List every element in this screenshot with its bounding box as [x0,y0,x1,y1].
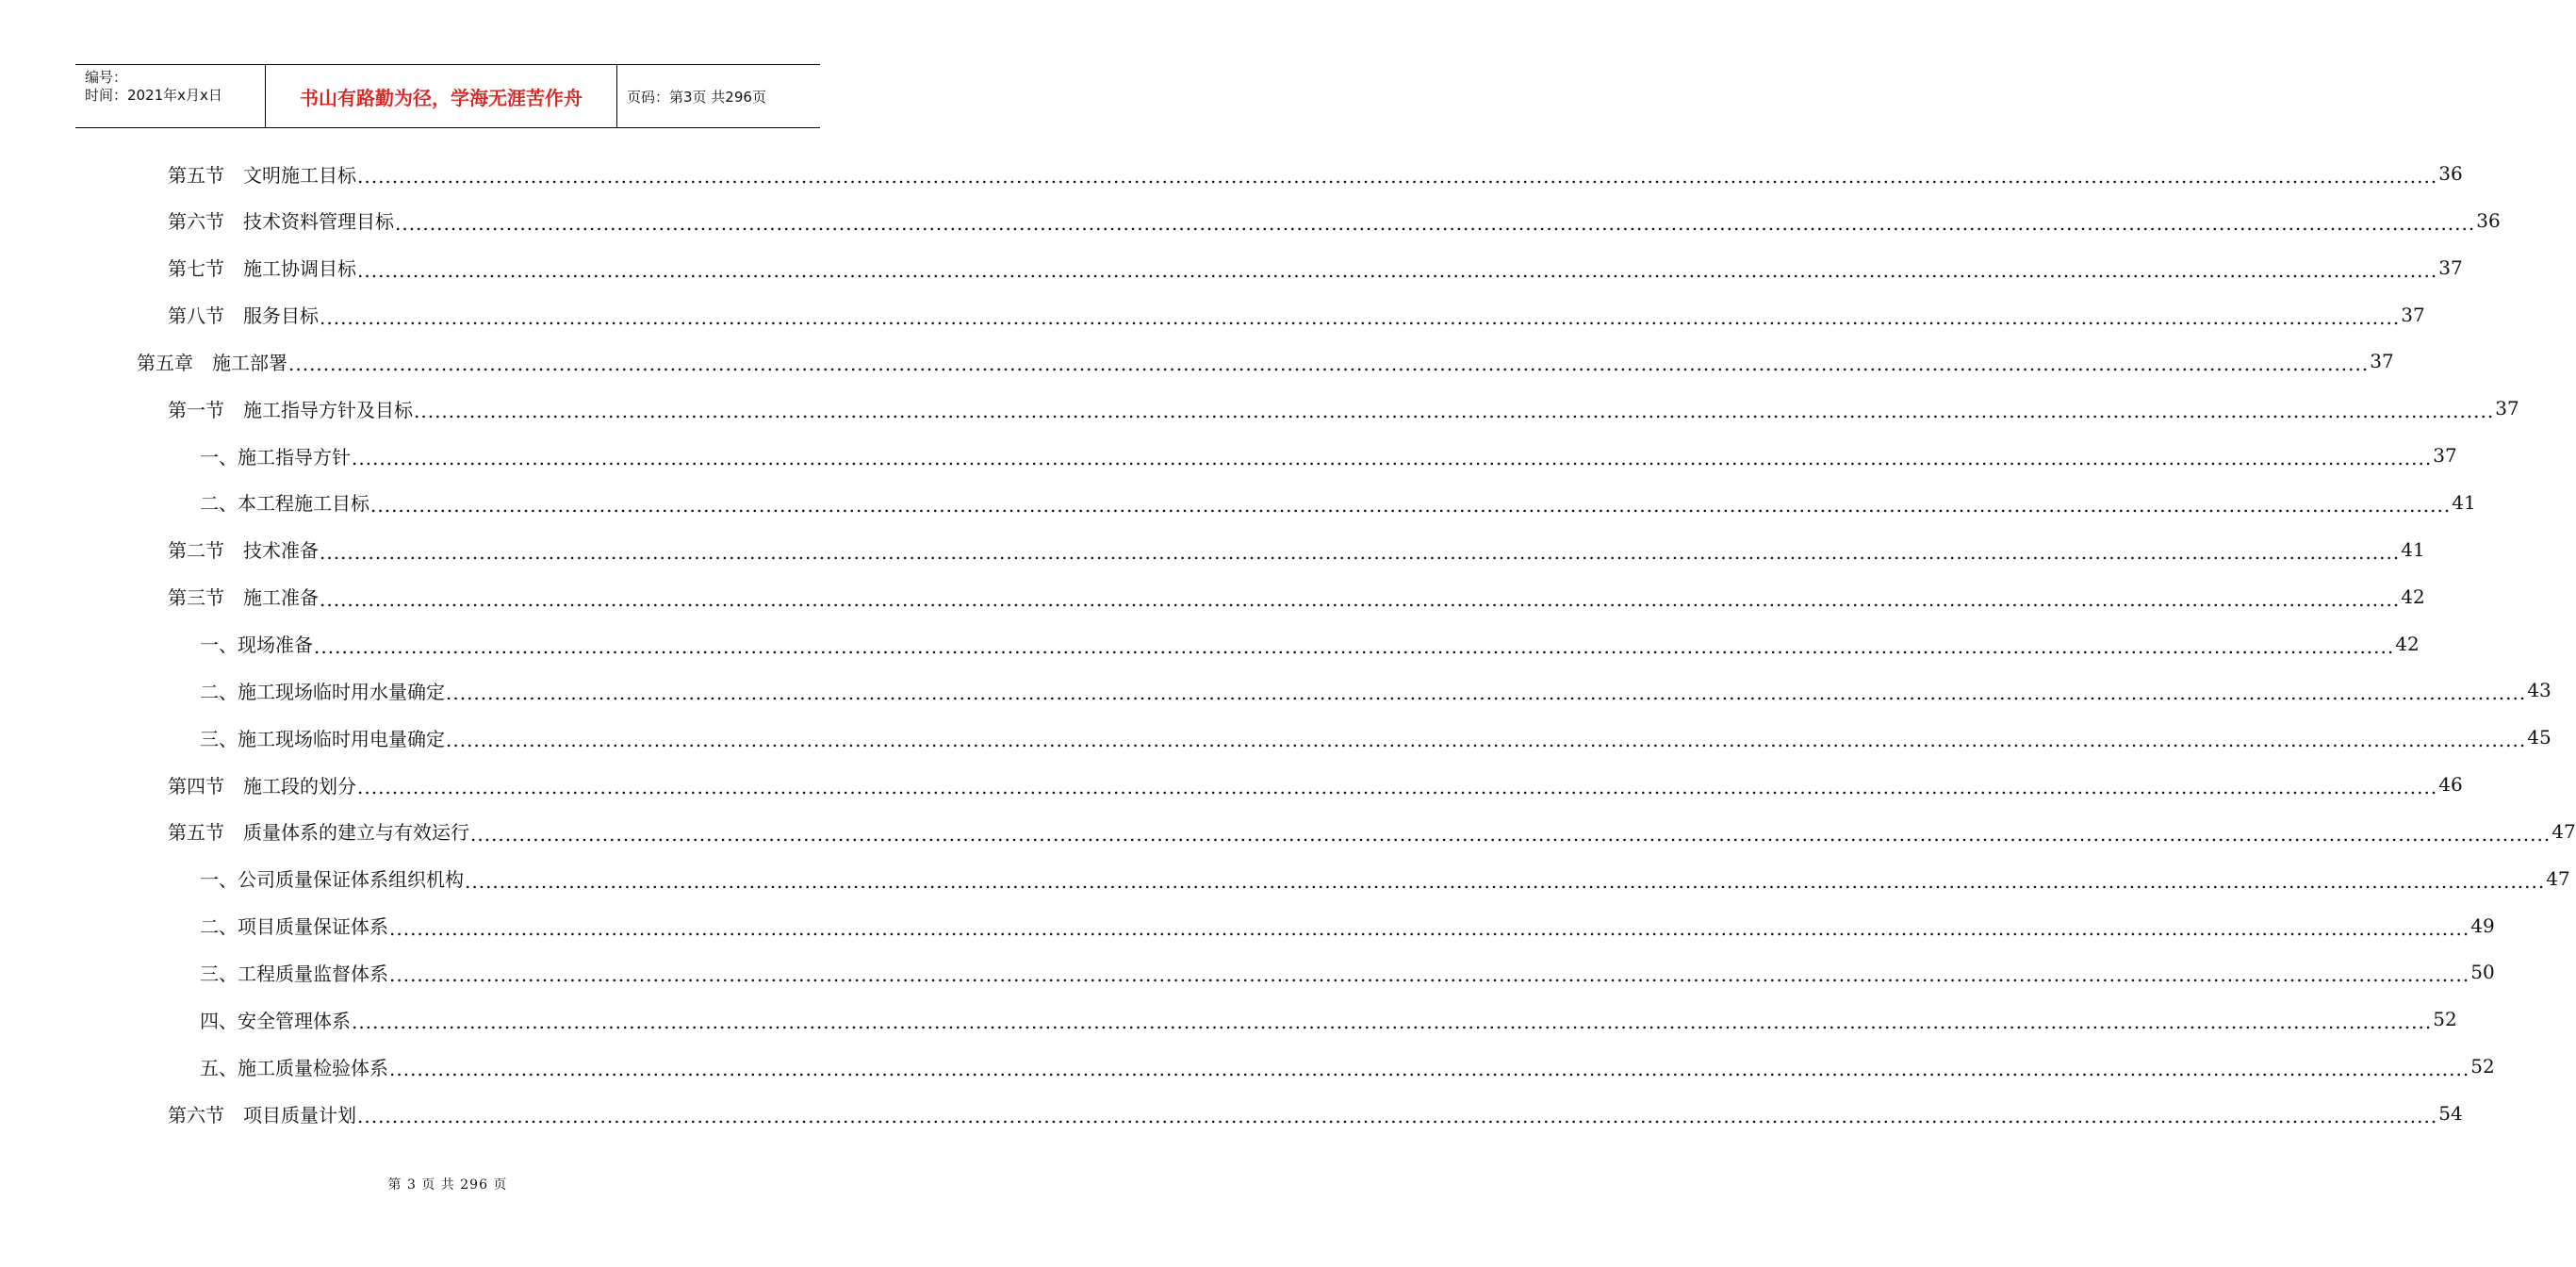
toc-entry-title: 二、本工程施工目标 [200,492,369,516]
toc-entry-page: 37 [2433,444,2457,468]
toc-entry-title: 第五节 文明施工目标 [168,163,356,187]
toc-dot-leader: ............................................................................................................................................................................................................................................................................................................ [446,729,2527,752]
header-meta [75,65,266,127]
toc-entry-page: 42 [2401,584,2425,608]
toc-entry-title: 第八节 服务目标 [168,304,319,328]
toc-entry-title: 三、工程质量监督体系 [200,962,388,985]
toc-dot-leader: ............................................................................................................................................................................................................................................................................................................ [288,353,2370,376]
toc-entry-page: 52 [2433,1008,2457,1031]
toc-entry-page: 52 [2470,1055,2495,1078]
toc-dot-leader: ............................................................................................................................................................................................................................................................................................................ [357,1105,2438,1127]
toc-entry-title: 第三节 施工准备 [168,586,319,610]
toc-entry-page: 45 [2527,726,2551,749]
toc-entry-title: 二、项目质量保证体系 [200,915,388,939]
toc-entry[interactable] [200,620,2420,667]
toc-dot-leader: ............................................................................................................................................................................................................................................................................................................ [357,258,2438,282]
toc-dot-leader: ............................................................................................................................................................................................................................................................................................................ [414,400,2495,423]
toc-dot-leader: ............................................................................................................................................................................................................................................................................................................ [320,305,2401,329]
toc-entry-page: 41 [2401,537,2425,561]
toc-entry-page: 36 [2438,162,2463,185]
toc-dot-leader: ............................................................................................................................................................................................................................................................................................................ [357,776,2438,799]
toc-entry[interactable] [200,1043,2495,1090]
toc-entry[interactable] [200,996,2457,1043]
toc-entry-page: 54 [2438,1102,2463,1125]
toc-entry-page: 42 [2395,632,2420,655]
toc-entry[interactable] [200,666,2551,714]
toc-dot-leader: ............................................................................................................................................................................................................................................................................................................ [352,447,2433,470]
toc-dot-leader: ............................................................................................................................................................................................................................................................................................................ [395,211,2476,235]
toc-entry[interactable] [168,526,2425,573]
toc-dot-leader: ............................................................................................................................................................................................................................................................................................................ [389,916,2470,940]
toc-entry-title: 第二节 技术准备 [168,539,319,563]
toc-entry-page: 47 [2551,819,2576,843]
toc-entry-title: 第五节 质量体系的建立与有效运行 [168,821,469,845]
toc-entry[interactable] [200,432,2457,479]
toc-entry-title: 第一节 施工指导方针及目标 [168,398,413,421]
toc-entry-title: 一、现场准备 [200,634,313,656]
toc-entry-title: 第六节 技术资料管理目标 [168,210,394,234]
toc-entry[interactable] [168,761,2463,808]
toc-entry-page: 46 [2438,773,2463,797]
toc-dot-leader: ............................................................................................................................................................................................................................................................................................................ [320,540,2401,564]
page-header [75,64,820,128]
toc-entry-page: 41 [2452,490,2476,514]
toc-entry[interactable] [200,902,2495,949]
toc-entry[interactable] [168,573,2425,620]
toc-entry-page: 47 [2546,866,2570,890]
toc-entry-page: 37 [2495,397,2519,420]
header-time-label: 时间：2021年x月x日 [85,87,222,104]
toc-dot-leader: ............................................................................................................................................................................................................................................................................................................ [314,634,2395,658]
header-number-label: 编号： [85,69,128,86]
toc-dot-leader: ............................................................................................................................................................................................................................................................................................................ [470,822,2551,846]
toc-entry-title: 五、施工质量检验体系 [200,1056,388,1079]
toc-entry[interactable] [168,385,2519,432]
toc-dot-leader: ............................................................................................................................................................................................................................................................................................................ [370,493,2452,517]
toc-entry[interactable] [200,948,2495,996]
toc-dot-leader: ............................................................................................................................................................................................................................................................................................................ [357,165,2438,188]
toc-dot-leader: ............................................................................................................................................................................................................................................................................................................ [446,682,2527,705]
header-page-info: 页码：第3页 共296页 [627,88,766,106]
toc-entry-page: 37 [2370,350,2394,373]
toc-entry-page: 43 [2527,679,2551,702]
toc-entry[interactable] [137,337,2394,385]
toc-entry[interactable] [200,714,2551,761]
toc-entry[interactable] [168,291,2425,338]
toc-entry-title: 四、安全管理体系 [200,1009,351,1032]
toc-entry-page: 49 [2470,913,2495,937]
toc-entry-title: 二、施工现场临时用水量确定 [200,680,445,703]
toc-entry-title: 第四节 施工段的划分 [168,774,356,798]
toc-entry[interactable] [168,197,2501,244]
header-motto: 书山有路勤为径，学海无涯苦作舟 [266,65,617,127]
toc-dot-leader: ............................................................................................................................................................................................................................................................................................................ [389,1058,2470,1081]
toc-entry-title: 第五章 施工部署 [137,351,287,374]
toc-entry[interactable] [168,244,2463,291]
toc-entry-title: 第七节 施工协调目标 [168,257,356,281]
toc-entry-title: 一、施工指导方针 [200,445,351,469]
toc-entry-page: 36 [2476,208,2501,232]
toc-entry-title: 一、公司质量保证体系组织机构 [200,868,464,892]
toc-entry-page: 50 [2470,961,2495,984]
toc-dot-leader: ............................................................................................................................................................................................................................................................................................................ [320,587,2401,611]
toc-dot-leader: ............................................................................................................................................................................................................................................................................................................ [389,963,2470,987]
toc-entry-page: 37 [2438,255,2463,279]
toc-entry[interactable] [168,1090,2463,1137]
toc-entry-title: 第六节 项目质量计划 [168,1103,356,1127]
toc-entry[interactable] [200,855,2570,902]
toc-entry[interactable] [168,150,2463,197]
toc-dot-leader: ............................................................................................................................................................................................................................................................................................................ [352,1011,2433,1034]
toc-entry[interactable] [168,808,2576,855]
toc-entry-page: 37 [2401,303,2425,326]
page-footer: 第 3 页 共 296 页 [387,1177,508,1193]
toc-entry[interactable] [200,479,2476,526]
toc-entry-title: 三、施工现场临时用电量确定 [200,727,445,750]
toc-dot-leader: ............................................................................................................................................................................................................................................................................................................ [465,869,2546,893]
